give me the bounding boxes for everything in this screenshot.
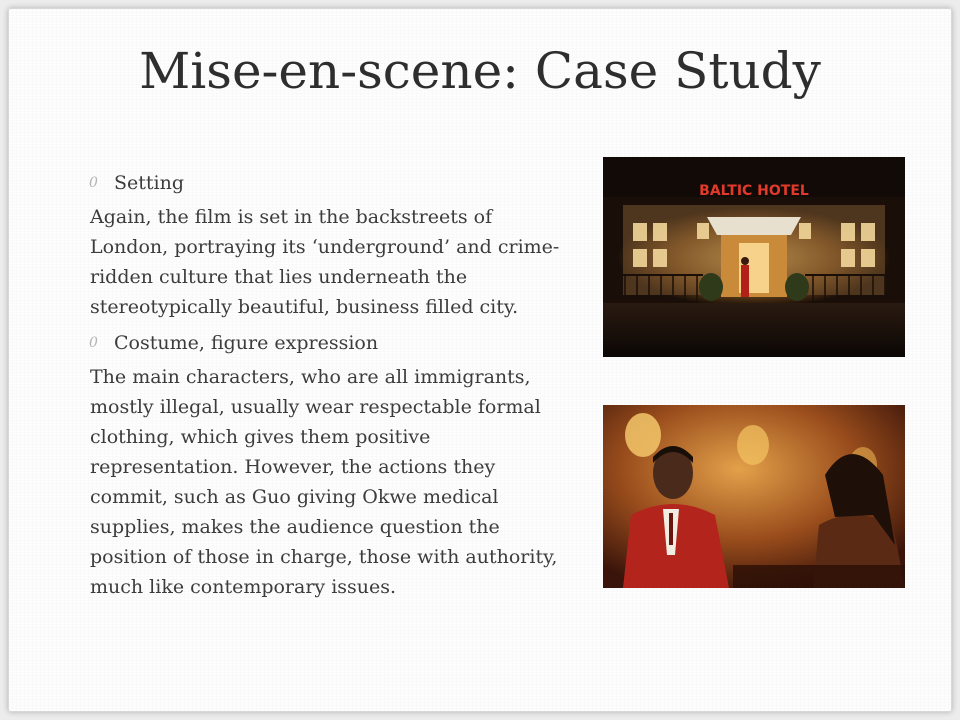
bullet-setting xyxy=(89,168,572,198)
bullet-heading: Setting xyxy=(114,172,185,194)
bullet-heading: Costume, figure expression xyxy=(114,332,379,354)
hotel-sign-text: BALTIC HOTEL xyxy=(699,183,809,199)
setting-paragraph: Again, the film is set in the backstreets of London, portraying its ‘underground’ and crime-ridden culture that lies underneath the stereotypically beautiful, business filled city. xyxy=(90,206,560,318)
bullet-marker: 0 xyxy=(89,175,98,191)
slide-title: Mise-en-scene: Case Study xyxy=(139,42,821,100)
characters-scene-illustration xyxy=(603,405,905,588)
hotel-scene-illustration xyxy=(603,157,905,357)
characters-interior-photo xyxy=(603,405,905,588)
hotel-exterior-photo xyxy=(603,157,905,357)
bullet-costume xyxy=(89,328,572,358)
slide-body xyxy=(89,168,572,608)
bullet-marker: 0 xyxy=(89,335,98,351)
costume-paragraph: The main characters, who are all immigrants, mostly illegal, usually wear respectable formal clothing, which gives them positive representation. However, the actions they commit, such as Guo giving Okwe medical supplies, makes the audience question the position of those in charge, those with authority, much like contemporary issues. xyxy=(90,366,558,598)
